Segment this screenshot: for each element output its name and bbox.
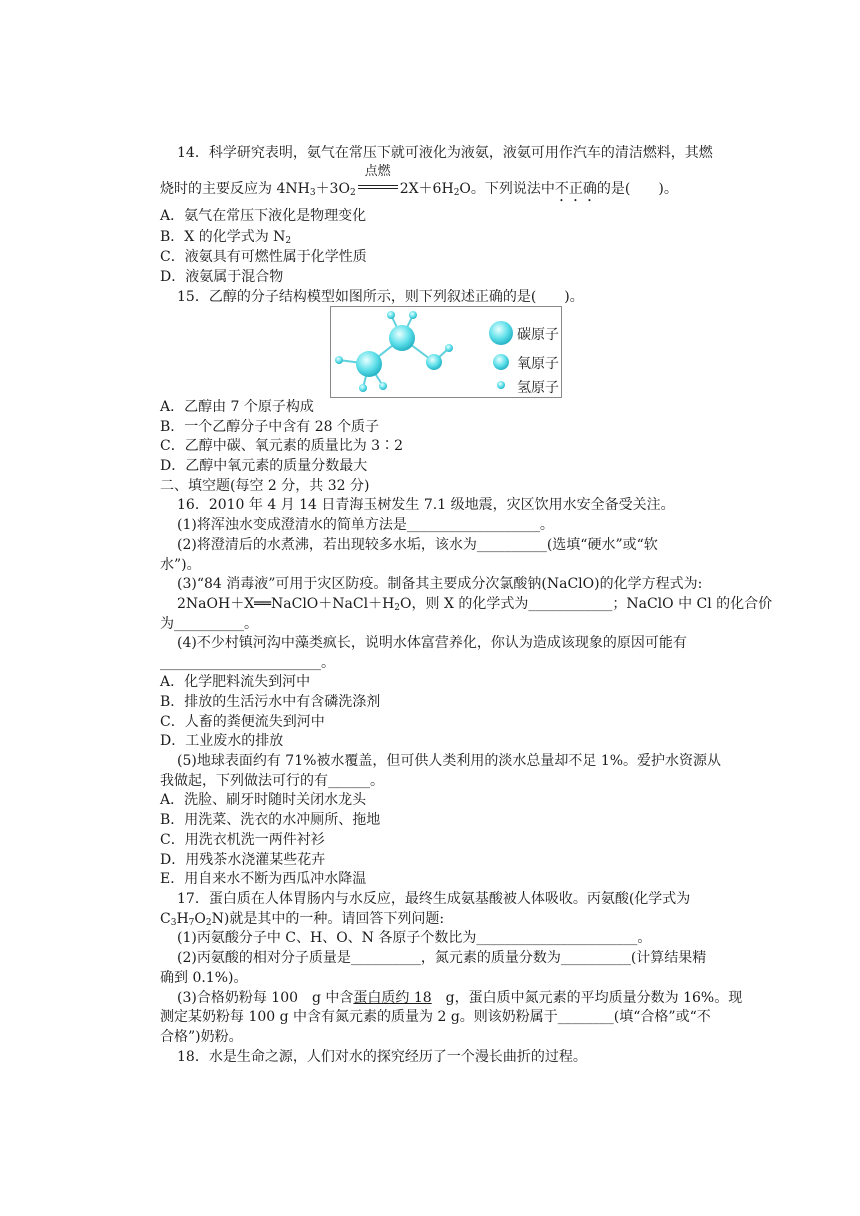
q14-option-d: D．液氨属于混合物 <box>160 269 284 285</box>
q14-eq-part: 烧时的主要反应为 4NH <box>160 181 310 197</box>
q16-p5-option-a: A．洗脸、刷牙时随时关闭水龙头 <box>160 792 367 808</box>
q17-formula: O <box>194 911 206 927</box>
legend-carbon-label: 碳原子 <box>517 327 559 343</box>
q17-part2-cont: 确到 0.1%)。 <box>160 970 248 986</box>
q16-part4-blank: _______________________。 <box>160 655 335 671</box>
section-heading: 二、填空题(每空 2 分，共 32 分) <box>160 478 370 494</box>
oxygen-atom <box>426 354 442 370</box>
q17-stem: 17．蛋白质在人体胃肠内与水反应，最终生成氨基酸被人体吸收。丙氨酸(化学式为 <box>177 891 691 907</box>
q16-part2: (2)将澄清后的水煮沸，若出现较多水垢，该水为__________(选填“硬水”或“软 <box>177 537 658 553</box>
q16-part3: (3)“84 消毒液”可用于灾区防疫。制备其主要成分次氯酸钠(NaClO)的化学方程式为: <box>177 576 703 592</box>
q16-part5-cont: 我做起，下列做法可行的有______。 <box>160 773 384 789</box>
q18-stem: 18．水是生命之源，人们对水的探究经历了一个漫长曲折的过程。 <box>177 1049 587 1065</box>
reaction-condition: 点燃 <box>364 164 391 179</box>
q14-option-b-text: B．X 的化学式为 N <box>160 229 286 245</box>
q16-eq-sub: 2 <box>394 603 401 613</box>
reaction-arrow <box>356 164 400 199</box>
q14-eq-part: 2X＋6H <box>399 181 454 197</box>
q16-p5-option-d: D．用残茶水浇灌某些花卉 <box>160 852 326 868</box>
hydrogen-atom <box>359 384 367 392</box>
q15-option-c: C．乙醇中碳、氧元素的质量比为 3∶2 <box>160 438 403 454</box>
q14-equation-line <box>160 164 678 205</box>
q16-part2-cont: 水”)。 <box>160 557 201 573</box>
legend-oxygen-icon <box>493 354 509 370</box>
q17-part3-text: g，蛋白质中氮元素的平均质量分数为 16%。现 <box>431 990 743 1006</box>
q16-part1: (1)将浑浊水变成澄清水的简单方法是___________________。 <box>177 517 554 533</box>
carbon-atom <box>356 351 382 377</box>
q17-part3-cont: 测定某奶粉每 100 g 中含有氮元素的质量为 2 g。则该奶粉属于________(填“合格”或“不 <box>160 1009 711 1025</box>
legend-hydrogen-label: 氢原子 <box>517 380 559 396</box>
q17-formula-sub: 7 <box>188 918 195 928</box>
q16-eq-text: O，则 X 的化学式为____________；NaClO 中 Cl 的化合价 <box>400 596 773 612</box>
q16-part3-cont: 为__________。 <box>160 616 258 632</box>
q17-part3-cont2: 合格”)奶粉。 <box>160 1029 243 1045</box>
q16-p5-option-b: B．用洗菜、洗衣的水冲厕所、拖地 <box>160 812 381 828</box>
q17-part2: (2)丙氨酸的相对分子质量是__________，氮元素的质量分数为__________(计算结果精 <box>177 950 707 966</box>
hydrogen-atom <box>387 311 395 319</box>
q16-p5-option-c: C．用洗衣机洗一两件衬衫 <box>160 832 325 848</box>
q14-eq-sub: 3 <box>309 188 316 198</box>
hydrogen-atom <box>409 311 417 319</box>
legend-carbon-icon <box>489 321 513 345</box>
q14-stem: 14．科学研究表明，氨气在常压下就可液化为液氨，液氨可用作汽车的清洁燃料，其燃 <box>177 145 713 161</box>
q17-underlined-protein: 蛋白质约 18 <box>353 990 432 1006</box>
q17-part3-text: (3)合格奶粉每 100 g 中含 <box>177 990 354 1006</box>
q16-stem: 16．2010 年 4 月 14 日青海玉树发生 7.1 级地震，灾区饮用水安全备受关注。 <box>177 497 675 513</box>
legend-hydrogen-icon <box>497 381 505 389</box>
q16-part4: (4)不少村镇河沟中藻类疯长，说明水体富营养化，你认为造成该现象的原因可能有 <box>177 635 687 651</box>
q17-part3 <box>177 988 742 1008</box>
q14-eq-sub: 2 <box>453 188 460 198</box>
q17-formula: C <box>160 911 171 927</box>
hydrogen-atom <box>379 382 387 390</box>
q16-eq-text: 2NaOH＋X══NaClO＋NaCl＋H <box>177 596 395 612</box>
q14-option-c: C．液氨具有可燃性属于化学性质 <box>160 249 367 265</box>
q17-formula: H <box>176 911 189 927</box>
q15-option-b: B．一个乙醇分子中含有 28 个质子 <box>160 419 380 435</box>
q16-part5: (5)地球表面约有 71%被水覆盖，但可供人类利用的淡水总量却不足 1%。爱护水资源从 <box>177 753 722 769</box>
q14-eq-sub: 2 <box>349 188 356 198</box>
legend-oxygen-label: 氧原子 <box>517 356 559 372</box>
q14-eq-part: O。下列说法中 <box>459 181 555 197</box>
q14-option-b-sub: 2 <box>285 236 292 246</box>
q16-p4-option-b: B．排放的生活污水中有含磷洗涤剂 <box>160 694 381 710</box>
q16-part3-equation <box>177 594 772 618</box>
carbon-atom <box>389 325 415 351</box>
q15-option-a: A．乙醇由 7 个原子构成 <box>160 399 314 415</box>
q16-p4-option-a: A．化学肥料流失到河中 <box>160 674 311 690</box>
emphasis-not-correct: 不正确 <box>554 181 597 197</box>
q16-p4-option-c: C．人畜的粪便流失到河中 <box>160 714 325 730</box>
q17-part1: (1)丙氨酸分子中 C、H、O、N 各原子个数比为_______________________。 <box>177 930 652 946</box>
q14-option-a: A．氨气在常压下液化是物理变化 <box>160 208 367 224</box>
ethanol-model-figure <box>330 306 562 398</box>
q14-eq-part: 的是( )。 <box>596 181 678 197</box>
q15-option-d: D．乙醇中氧元素的质量分数最大 <box>160 458 368 474</box>
q17-formula-sub: 2 <box>205 918 212 928</box>
q14-eq-part: ＋3O <box>315 181 350 197</box>
q16-p4-option-d: D．工业废水的排放 <box>160 733 284 749</box>
q17-formula-rest: N)就是其中的一种。请回答下列问题: <box>211 911 445 927</box>
q17-formula-sub: 3 <box>170 918 177 928</box>
q16-p5-option-e: E．用自来水不断为西瓜冲水降温 <box>160 871 367 887</box>
q15-stem: 15．乙醇的分子结构模型如图所示，则下列叙述正确的是( )。 <box>177 289 584 305</box>
hydrogen-atom <box>335 356 343 364</box>
hydrogen-atom <box>445 344 453 352</box>
